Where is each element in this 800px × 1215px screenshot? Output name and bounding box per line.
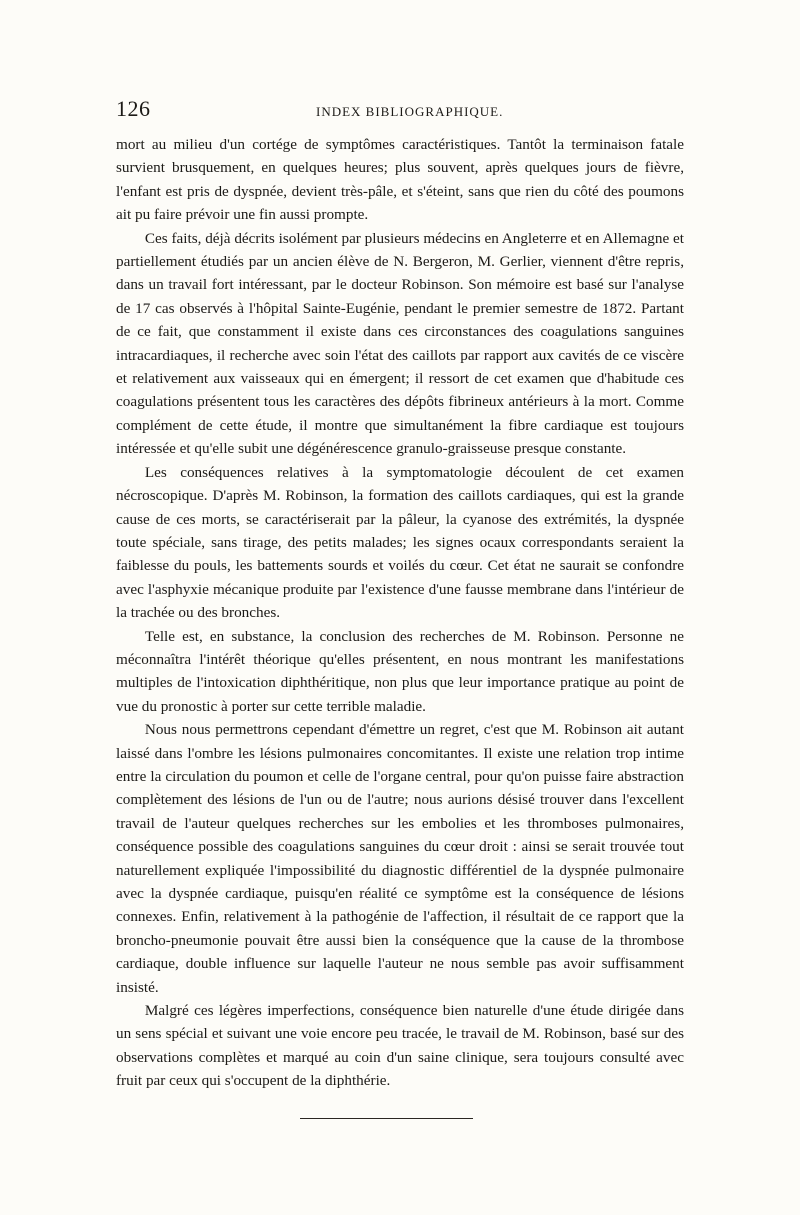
paragraph: mort au milieu d'un cortége de symptômes caractéristiques. Tantôt la terminaison fatale survient brusquement, en quelques heures; plus souvent, après quelques jours de fièvre, l'enfant est pris de dyspnée, devient très-pâle, et s'éteint, sans que rien du côté des poumons ait pu faire prévoir une fin aussi prompte. xyxy=(116,136,684,224)
section-end-rule xyxy=(300,1118,473,1119)
paragraph: Nous nous permettrons cependant d'émettre un regret, c'est que M. Robinson ait autant laissé dans l'ombre les lésions pulmonaires concomitantes. Il existe une relation trop intime entre la circulation du poumon et celle de l'organe central, pour qu'on puisse faire abstraction complètement des lésions de l'un ou de l'autre; nous aurions désisé trouver dans l'excellent travail de l'auteur quelques recherches sur les embolies et les thromboses pulmonaires, conséquence possible des coagulations sanguines du cœur droit : ainsi se serait trouvée tout naturellement expliquée l'impossibilité du diagnostic différentiel de la dyspnée pulmonaire avec la dyspnée cardiaque, puisqu'en réalité ce symptôme est la conséquence de lésions connexes. Enfin, relativement à la pathogénie de l'affection, il résultait de ce rapport que la broncho-pneumonie pouvait être aussi bien la conséquence que la cause de la thrombose cardiaque, double influence sur laquelle l'auteur ne nous semble pas avoir suffisamment insisté. xyxy=(116,721,684,996)
paragraph: Telle est, en substance, la conclusion des recherches de M. Robinson. Personne ne méconnaîtra l'intérêt théorique qu'elles présentent, en nous montrant les manifestations multiples de l'intoxication diphthéritique, non plus que leur importance pratique au point de vue du pronostic à porter sur cette terrible maladie. xyxy=(116,627,684,715)
page-number: 126 xyxy=(116,96,151,121)
page-header xyxy=(116,96,686,124)
running-title: INDEX BIBLIOGRAPHIQUE. xyxy=(316,104,504,119)
paragraph: Ces faits, déjà décrits isolément par plusieurs médecins en Angleterre et en Allemagne et partiellement étudiés par un ancien élève de N. Bergeron, M. Gerlier, viennent d'être repris, dans un travail fort intéressant, par le docteur Robinson. Son mémoire est basé sur l'analyse de 17 cas observés à l'hôpital Sainte-Eugénie, pendant le premier semestre de 1872. Partant de ce fait, que constamment il existe dans ces circonstances des coagulations sanguines intracardiaques, il recherche avec soin l'état des caillots par rapport aux cavités de ce viscère et relativement aux vaisseaux qui en émergent; il ressort de cet examen que d'habitude ces coagulations présentent tous les caractères des dépôts fibrineux antérieurs à la mort. Comme complément de cette étude, il montre que simultanément la fibre cardiaque est toujours intéressée et qu'elle subit une dégénérescence granulo-graisseuse presque constante. xyxy=(116,229,684,458)
paragraph: Malgré ces légères imperfections, conséquence bien naturelle d'une étude dirigée dans un sens spécial et suivant une voie encore peu tracée, le travail de M. Robinson, basé sur des observations complètes et marqué au coin d'un saine clinique, sera toujours consulté avec fruit par ceux qui s'occupent de la diphthérie. xyxy=(116,1002,684,1090)
body-text xyxy=(116,133,684,1093)
paragraph: Les conséquences relatives à la symptomatologie découlent de cet examen nécroscopique. D'après M. Robinson, la formation des caillots cardiaques, qui est la grande cause de ces morts, se caractériserait par la pâleur, la cyanose des extrémités, la dyspnée toute spéciale, sans tirage, des petits malades; les signes ocaux correspondants seraient la faiblesse du pouls, les battements sourds et voilés du cœur. Cet état ne saurait se confondre avec l'asphyxie mécanique produite par l'existence d'une fausse membrane dans l'intérieur de la trachée ou des bronches. xyxy=(116,463,684,622)
